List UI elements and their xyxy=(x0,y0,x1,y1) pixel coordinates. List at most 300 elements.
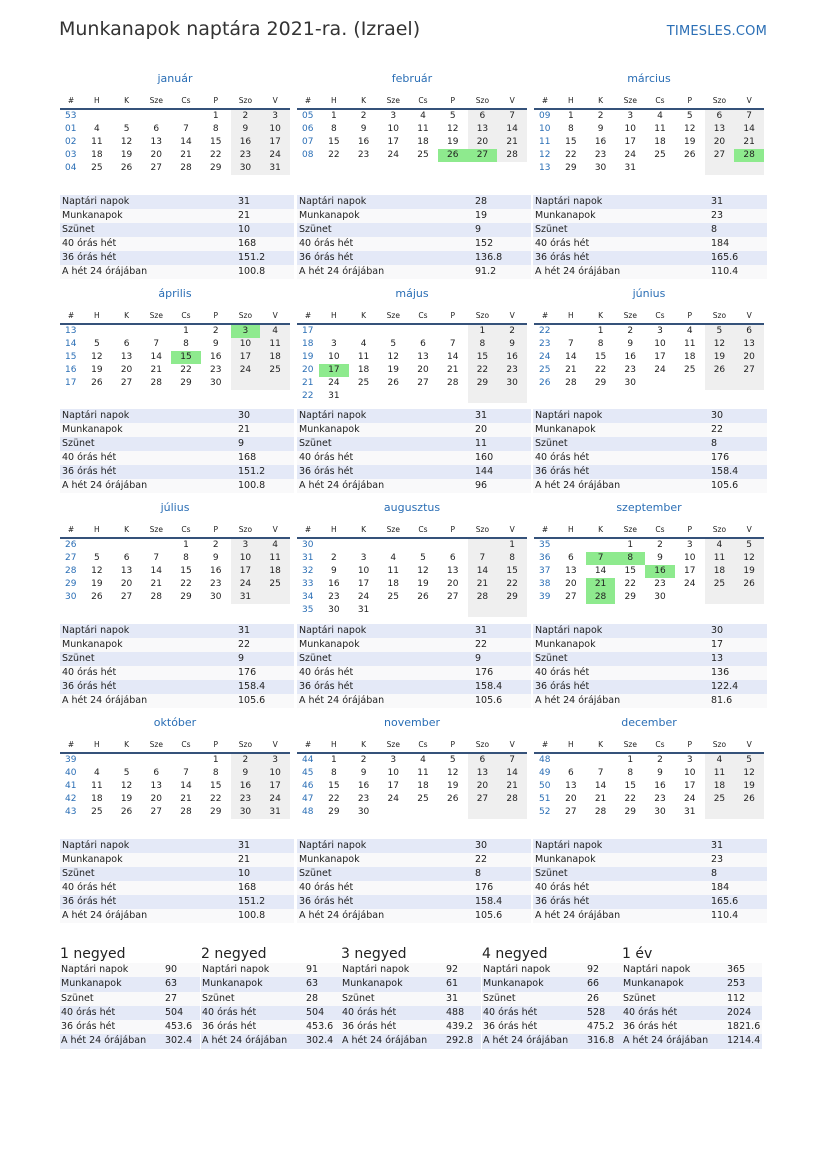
week-number: 32 xyxy=(302,566,314,576)
day-cell: 10 xyxy=(260,767,290,780)
day-cell: 16 xyxy=(357,781,370,791)
brand-link[interactable]: TIMESLES.COM xyxy=(666,24,767,39)
week-number: 14 xyxy=(65,339,77,349)
day-header: Sze xyxy=(378,738,408,754)
empty-cell xyxy=(556,754,586,767)
month-calendar xyxy=(534,287,764,390)
stat-row xyxy=(60,881,294,895)
stat-row xyxy=(60,209,294,223)
stat-row xyxy=(533,867,767,881)
stat-value: 91.2 xyxy=(475,266,497,277)
day-cell: 20 xyxy=(150,150,162,160)
stat-value: 152 xyxy=(475,238,494,249)
stat-row xyxy=(341,1006,481,1020)
stat-row xyxy=(297,195,531,209)
stat-value: 184 xyxy=(711,238,730,249)
day-header: P xyxy=(438,309,468,325)
stat-row xyxy=(533,237,767,251)
day-cell: 7 xyxy=(153,339,160,349)
stat-label: 40 órás hét xyxy=(535,882,590,893)
day-cell: 23 xyxy=(624,365,636,375)
stat-row xyxy=(297,423,531,437)
stat-label: Szünet xyxy=(61,992,94,1004)
week-number: 31 xyxy=(302,553,314,563)
day-header: H xyxy=(556,523,586,539)
stat-value: 22 xyxy=(475,854,488,865)
quarter-block xyxy=(482,945,622,1049)
stat-value: 488 xyxy=(446,1006,465,1018)
day-cell: 5 xyxy=(93,553,100,563)
stat-row xyxy=(297,251,531,265)
day-cell: 17 xyxy=(654,352,666,362)
stat-value: 122.4 xyxy=(711,681,739,692)
stat-value: 8 xyxy=(711,438,718,449)
empty-cell xyxy=(645,162,675,175)
day-cell: 13 xyxy=(705,123,735,136)
day-cell: 3 xyxy=(231,325,261,338)
stat-value: 453.6 xyxy=(165,1021,193,1033)
month-stats xyxy=(533,195,767,279)
stat-row xyxy=(60,409,294,423)
stat-value: 26 xyxy=(587,992,600,1004)
stat-row xyxy=(297,680,531,694)
day-cell: 12 xyxy=(417,566,429,576)
day-header: # xyxy=(534,523,556,539)
empty-cell xyxy=(82,325,112,338)
day-cell: 4 xyxy=(360,339,367,349)
stat-value: 176 xyxy=(475,882,494,893)
day-cell: 17 xyxy=(260,136,290,149)
day-cell: 26 xyxy=(705,364,735,377)
week-number: 28 xyxy=(65,566,77,576)
month-name: augusztus xyxy=(383,501,441,514)
day-cell: 7 xyxy=(449,339,456,349)
stat-label: Naptári napok xyxy=(535,840,603,851)
day-cell: 3 xyxy=(360,553,367,563)
week-number: 06 xyxy=(302,124,314,134)
month-stats xyxy=(60,624,294,708)
day-header: H xyxy=(82,738,112,754)
stat-value: 96 xyxy=(475,480,488,491)
calendar-grid xyxy=(297,94,527,162)
stat-row xyxy=(533,624,767,638)
day-cell: 23 xyxy=(357,150,370,160)
day-cell: 19 xyxy=(91,365,103,375)
day-cell: 16 xyxy=(231,780,261,793)
stat-row xyxy=(533,839,767,853)
month-stats xyxy=(533,624,767,708)
day-cell: 6 xyxy=(123,339,130,349)
stat-row xyxy=(297,652,531,666)
day-header: H xyxy=(556,94,586,110)
empty-cell xyxy=(260,377,290,390)
stat-label: Munkanapok xyxy=(299,424,360,435)
day-cell: 8 xyxy=(615,552,645,565)
day-cell: 18 xyxy=(705,565,735,578)
stat-row xyxy=(533,251,767,265)
stat-label: 36 órás hét xyxy=(342,1021,397,1033)
stat-value: 27 xyxy=(165,992,178,1004)
day-cell: 2 xyxy=(231,110,261,123)
quarter-rows xyxy=(341,963,481,1049)
day-header: Cs xyxy=(171,738,201,754)
stat-label: 40 órás hét xyxy=(202,1006,257,1018)
day-cell: 28 xyxy=(180,163,192,173)
stat-row xyxy=(297,881,531,895)
stat-value: 92 xyxy=(587,964,600,975)
day-cell: 14 xyxy=(594,566,607,576)
empty-cell xyxy=(408,390,438,403)
stat-row xyxy=(297,638,531,652)
day-cell: 29 xyxy=(468,377,498,390)
day-cell: 10 xyxy=(624,124,636,134)
stat-value: 31 xyxy=(711,196,724,207)
day-header: P xyxy=(201,309,231,325)
stat-value: 30 xyxy=(475,840,488,851)
empty-cell xyxy=(141,539,171,552)
day-cell: 14 xyxy=(150,352,162,362)
stat-label: A hét 24 órájában xyxy=(62,910,148,921)
stat-label: 40 órás hét xyxy=(299,882,354,893)
week-number: 33 xyxy=(302,579,314,589)
day-cell: 11 xyxy=(260,338,290,351)
day-cell: 9 xyxy=(360,124,367,134)
stat-label: Munkanapok xyxy=(535,424,596,435)
stat-label: Munkanapok xyxy=(299,210,360,221)
stat-label: Naptári napok xyxy=(535,196,603,207)
day-cell: 8 xyxy=(212,124,219,134)
stat-row xyxy=(60,237,294,251)
stat-value: 151.2 xyxy=(238,466,266,477)
day-cell: 7 xyxy=(468,552,498,565)
month-stats xyxy=(60,839,294,923)
day-cell: 15 xyxy=(171,351,201,364)
day-header: P xyxy=(201,738,231,754)
empty-cell xyxy=(171,754,201,767)
day-cell: 19 xyxy=(734,565,764,578)
day-cell: 25 xyxy=(260,364,290,377)
day-cell: 14 xyxy=(734,123,764,136)
day-cell: 24 xyxy=(328,378,340,388)
month-calendar xyxy=(534,72,764,175)
stat-value: 17 xyxy=(711,639,724,650)
stat-row xyxy=(297,666,531,680)
day-cell: 1 xyxy=(212,755,219,765)
day-cell: 26 xyxy=(683,150,696,160)
day-header: Szo xyxy=(468,523,498,539)
day-cell: 4 xyxy=(657,111,663,121)
month-stats xyxy=(297,195,531,279)
week-number: 15 xyxy=(65,352,77,362)
stat-label: Munkanapok xyxy=(299,854,360,865)
day-cell: 11 xyxy=(357,352,370,362)
day-cell: 27 xyxy=(565,807,577,817)
calendar-grid xyxy=(297,523,527,617)
day-cell: 11 xyxy=(91,781,103,791)
day-cell: 24 xyxy=(387,794,399,804)
day-cell: 28 xyxy=(594,807,607,817)
day-cell: 6 xyxy=(567,768,574,778)
empty-cell xyxy=(82,539,112,552)
stat-label: Szünet xyxy=(342,992,375,1004)
month-name: március xyxy=(627,72,671,85)
week-number: 39 xyxy=(65,755,77,765)
day-cell: 16 xyxy=(594,137,607,147)
day-header: Szo xyxy=(705,738,735,754)
week-number: 21 xyxy=(302,378,314,388)
week-number: 11 xyxy=(539,137,551,147)
empty-cell xyxy=(734,162,764,175)
stat-value: 253 xyxy=(727,978,746,990)
day-cell: 11 xyxy=(260,552,290,565)
day-cell: 24 xyxy=(654,365,666,375)
stat-value: 110.4 xyxy=(711,910,739,921)
day-cell: 19 xyxy=(734,780,764,793)
stat-row xyxy=(341,1034,481,1048)
day-header: P xyxy=(438,523,468,539)
day-cell: 18 xyxy=(91,794,103,804)
week-number: 30 xyxy=(65,592,77,602)
day-cell: 4 xyxy=(686,326,693,336)
stat-label: Munkanapok xyxy=(623,978,684,990)
stat-row xyxy=(201,1006,341,1020)
empty-cell xyxy=(705,591,735,604)
day-cell: 14 xyxy=(180,137,192,147)
stat-value: 100.8 xyxy=(238,480,266,491)
day-cell: 3 xyxy=(330,339,337,349)
stat-label: A hét 24 órájában xyxy=(202,1035,288,1047)
stat-value: 63 xyxy=(306,978,319,990)
day-cell: 24 xyxy=(624,150,636,160)
stat-label: Naptári napok xyxy=(483,964,551,975)
day-cell: 30 xyxy=(209,592,222,602)
day-cell: 24 xyxy=(231,364,261,377)
day-cell: 18 xyxy=(387,579,399,589)
stat-label: Munkanapok xyxy=(299,639,360,650)
day-cell: 30 xyxy=(328,605,340,615)
day-cell: 1 xyxy=(497,539,527,552)
day-cell: 21 xyxy=(180,150,192,160)
empty-cell xyxy=(349,325,379,338)
week-number: 40 xyxy=(65,768,77,778)
week-number: 24 xyxy=(539,352,551,362)
empty-cell xyxy=(141,110,171,123)
day-cell: 6 xyxy=(567,553,574,563)
stat-value: 28 xyxy=(475,196,488,207)
stat-label: 40 órás hét xyxy=(342,1006,397,1018)
week-number: 35 xyxy=(539,540,551,550)
week-number: 02 xyxy=(65,137,77,147)
stat-label: 36 órás hét xyxy=(62,466,117,477)
day-cell: 23 xyxy=(209,365,222,375)
quarter-rows xyxy=(201,963,341,1049)
day-cell: 16 xyxy=(645,565,675,578)
day-cell: 12 xyxy=(91,352,103,362)
stat-label: Naptári napok xyxy=(202,964,270,975)
stat-value: 8 xyxy=(711,224,718,235)
day-cell: 26 xyxy=(417,592,429,602)
stat-value: 22 xyxy=(238,639,251,650)
day-header: V xyxy=(260,94,290,110)
week-number: 53 xyxy=(65,111,77,121)
day-cell: 10 xyxy=(683,768,696,778)
empty-cell xyxy=(468,806,498,819)
stat-value: 1214.4 xyxy=(727,1035,761,1047)
stat-label: Szünet xyxy=(623,992,656,1004)
day-cell: 8 xyxy=(597,339,604,349)
empty-cell xyxy=(675,377,705,390)
stat-row xyxy=(482,1034,622,1048)
day-header: V xyxy=(497,738,527,754)
day-cell: 7 xyxy=(567,339,574,349)
stat-value: 110.4 xyxy=(711,266,739,277)
day-header: Sze xyxy=(378,309,408,325)
stat-row xyxy=(297,223,531,237)
day-cell: 10 xyxy=(654,339,666,349)
day-cell: 17 xyxy=(319,364,349,377)
empty-cell xyxy=(734,377,764,390)
day-cell: 23 xyxy=(328,592,340,602)
day-cell: 22 xyxy=(497,578,527,591)
stat-value: 31 xyxy=(238,625,251,636)
day-cell: 26 xyxy=(387,378,399,388)
month-calendar xyxy=(297,716,527,819)
stat-value: 151.2 xyxy=(238,252,266,263)
empty-cell xyxy=(675,162,705,175)
stat-row xyxy=(533,209,767,223)
day-cell: 8 xyxy=(468,338,498,351)
day-header: Szo xyxy=(468,309,498,325)
day-cell: 17 xyxy=(260,780,290,793)
day-cell: 14 xyxy=(497,767,527,780)
stat-value: 158.4 xyxy=(711,466,739,477)
day-header: H xyxy=(556,738,586,754)
week-number: 41 xyxy=(65,781,77,791)
stat-label: Szünet xyxy=(535,438,568,449)
day-cell: 28 xyxy=(586,591,616,604)
stat-label: A hét 24 órájában xyxy=(535,695,621,706)
day-header: H xyxy=(82,523,112,539)
calendar-grid xyxy=(60,94,290,175)
empty-cell xyxy=(141,325,171,338)
day-cell: 7 xyxy=(597,768,604,778)
stat-row xyxy=(341,992,481,1006)
day-cell: 22 xyxy=(180,365,192,375)
day-cell: 17 xyxy=(387,137,399,147)
day-cell: 21 xyxy=(150,365,162,375)
day-cell: 31 xyxy=(357,605,370,615)
week-number: 34 xyxy=(302,592,314,602)
day-header: Sze xyxy=(141,738,171,754)
day-cell: 18 xyxy=(260,565,290,578)
day-cell: 20 xyxy=(734,351,764,364)
day-cell: 23 xyxy=(654,794,666,804)
day-cell: 8 xyxy=(567,124,574,134)
day-cell: 14 xyxy=(180,781,192,791)
stat-label: Szünet xyxy=(299,438,332,449)
empty-cell xyxy=(705,806,735,819)
day-cell: 27 xyxy=(417,378,429,388)
day-cell: 12 xyxy=(734,767,764,780)
day-cell: 13 xyxy=(150,137,162,147)
empty-cell xyxy=(408,539,438,552)
day-cell: 31 xyxy=(260,806,290,819)
day-header: V xyxy=(497,309,527,325)
stat-value: 90 xyxy=(165,964,178,975)
week-number: 48 xyxy=(302,807,314,817)
day-cell: 15 xyxy=(468,351,498,364)
stat-label: Szünet xyxy=(62,224,95,235)
stat-value: 165.6 xyxy=(711,896,739,907)
stat-row xyxy=(341,977,481,991)
day-cell: 3 xyxy=(686,755,693,765)
day-cell: 6 xyxy=(153,124,160,134)
stat-label: Szünet xyxy=(62,868,95,879)
stat-label: Szünet xyxy=(62,438,95,449)
day-cell: 27 xyxy=(150,163,162,173)
stat-value: 30 xyxy=(238,410,251,421)
day-cell: 27 xyxy=(734,364,764,377)
day-cell: 31 xyxy=(624,163,636,173)
empty-cell xyxy=(556,325,586,338)
stat-label: 40 órás hét xyxy=(535,238,590,249)
stat-value: 176 xyxy=(238,667,257,678)
day-cell: 4 xyxy=(93,124,100,134)
empty-cell xyxy=(438,325,468,338)
day-cell: 19 xyxy=(387,365,399,375)
empty-cell xyxy=(82,110,112,123)
day-cell: 9 xyxy=(657,553,663,563)
day-cell: 13 xyxy=(150,781,162,791)
stat-value: 9 xyxy=(475,653,482,664)
day-cell: 11 xyxy=(683,339,696,349)
day-cell: 25 xyxy=(417,794,429,804)
stat-row xyxy=(297,839,531,853)
empty-cell xyxy=(468,390,498,403)
month-calendar xyxy=(297,501,527,617)
stat-row xyxy=(60,451,294,465)
day-cell: 16 xyxy=(497,351,527,364)
empty-cell xyxy=(556,539,586,552)
stat-row xyxy=(297,624,531,638)
day-header: K xyxy=(586,94,616,110)
day-cell: 10 xyxy=(231,338,261,351)
day-cell: 21 xyxy=(565,365,577,375)
empty-cell xyxy=(112,110,142,123)
day-cell: 25 xyxy=(705,578,735,591)
week-number: 49 xyxy=(539,768,551,778)
stat-label: 36 órás hét xyxy=(535,896,590,907)
day-header: P xyxy=(201,94,231,110)
day-cell: 30 xyxy=(624,378,636,388)
day-cell: 4 xyxy=(260,325,290,338)
stat-label: Naptári napok xyxy=(535,625,603,636)
month-name: december xyxy=(621,716,677,729)
day-cell: 7 xyxy=(497,754,527,767)
day-cell: 19 xyxy=(120,794,133,804)
stat-label: 36 órás hét xyxy=(202,1021,257,1033)
quarter-title: 2 negyed xyxy=(201,946,267,962)
day-cell: 11 xyxy=(705,552,735,565)
stat-value: 31 xyxy=(475,410,488,421)
stat-value: 475.2 xyxy=(587,1021,615,1033)
stat-value: 10 xyxy=(238,224,251,235)
stat-label: Munkanapok xyxy=(61,978,122,990)
week-number: 26 xyxy=(65,540,77,550)
stat-row xyxy=(297,265,531,279)
day-cell: 29 xyxy=(328,807,340,817)
day-cell: 20 xyxy=(565,794,577,804)
